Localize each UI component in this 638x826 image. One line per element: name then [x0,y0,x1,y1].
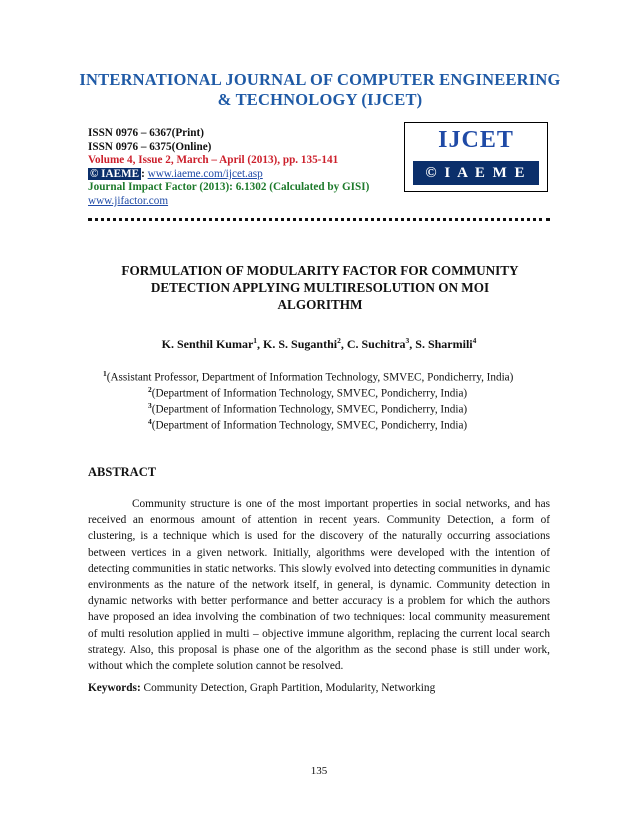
impact-factor: Journal Impact Factor (2013): 6.1302 (Calculated by GISI) [88,181,370,194]
journal-title-line2: & TECHNOLOGY (IJCET) [217,90,423,109]
affiliation-sup: 4 [148,417,152,426]
issn-online: ISSN 0976 – 6375(Online) [88,140,212,153]
ijcet-logo [404,122,548,192]
author-separator: , [409,337,416,351]
affiliation-text: (Assistant Professor, Department of Information Technology, SMVEC, Pondicherry, India) [106,371,514,384]
journal-title-line1: INTERNATIONAL JOURNAL OF COMPUTER ENGINEERING [79,70,561,89]
affiliation-text: (Department of Information Technology, SMVEC, Pondicherry, India) [151,403,468,416]
affiliation-sup: 1 [103,369,107,378]
affiliation-4 [148,414,467,434]
paper-title-line3: ALGORITHM [277,297,363,312]
author-sup: 4 [472,336,477,345]
keywords-text: Community Detection, Graph Partition, Modularity, Networking [140,682,436,694]
author-name: K. S. Suganthi [263,337,338,351]
iaeme-logo-banner: © I A E M E [413,161,539,185]
author-separator: , [257,337,264,351]
ijcet-logo-text: IJCET [438,126,514,153]
jifactor-link[interactable]: www.jifactor.com [88,194,169,207]
iaeme-separator: : [141,167,148,180]
author-name: S. Sharmili [415,337,473,351]
author-sup: 1 [253,336,258,345]
affiliation-text: (Department of Information Technology, SMVEC, Pondicherry, India) [151,419,468,432]
keywords-label: Keywords: [88,682,141,694]
iaeme-url-link[interactable]: www.iaeme.com/ijcet.asp [147,167,263,180]
abstract-heading: ABSTRACT [88,465,157,479]
journal-meta [88,127,369,209]
iaeme-line [88,168,369,182]
affiliation-sup: 3 [148,401,152,410]
issn-print: ISSN 0976 – 6367(Print) [88,127,204,139]
affiliation-sup: 2 [148,385,152,394]
affiliation-text: (Department of Information Technology, SMVEC, Pondicherry, India) [151,387,468,400]
author-separator: , [340,337,347,351]
iaeme-badge: © IAEME [90,167,140,180]
author-sup: 3 [405,336,410,345]
keywords [88,682,550,694]
author-sup: 2 [337,336,341,345]
paper-title-line2: DETECTION APPLYING MULTIRESOLUTION ON MOI [150,280,490,295]
abstract-body: Community structure is one of the most important properties in social networks, and has received an enormous amount of attention in recent years. Community Detection, a form of clustering, is a technique which is used for the discovery of the naturally occurring associations between vertices in a given network. Initially, algorithms were developed with the intention of detecting communities in static networks. This slowly evolved into detecting communities in dynamic environments as the nature of the network itself, in general, is dynamic. Community detection in dynamic networks with better performance and better accuracy is a problem for which the authors have proposed an idea involving the combination of two techniques: local community measurement of multi resolution applied in multi – objective immune algorithm, replacing the current local search strategy. Also, this proposal is phase one of the algorithm as the second phase is still under work, without which the complete solution cannot be resolved. [88,498,550,673]
volume-info: Volume 4, Issue 2, March – April (2013), pp. 135-141 [88,154,339,167]
paper-title [95,262,545,313]
journal-title [60,70,580,110]
author-name: K. Senthil Kumar [161,337,254,351]
paper-title-line1: FORMULATION OF MODULARITY FACTOR FOR COMMUNITY [121,263,519,278]
author-name: C. Suchitra [346,337,406,351]
header-divider [88,218,550,221]
author-list [88,336,550,352]
page-number: 135 [310,765,328,777]
